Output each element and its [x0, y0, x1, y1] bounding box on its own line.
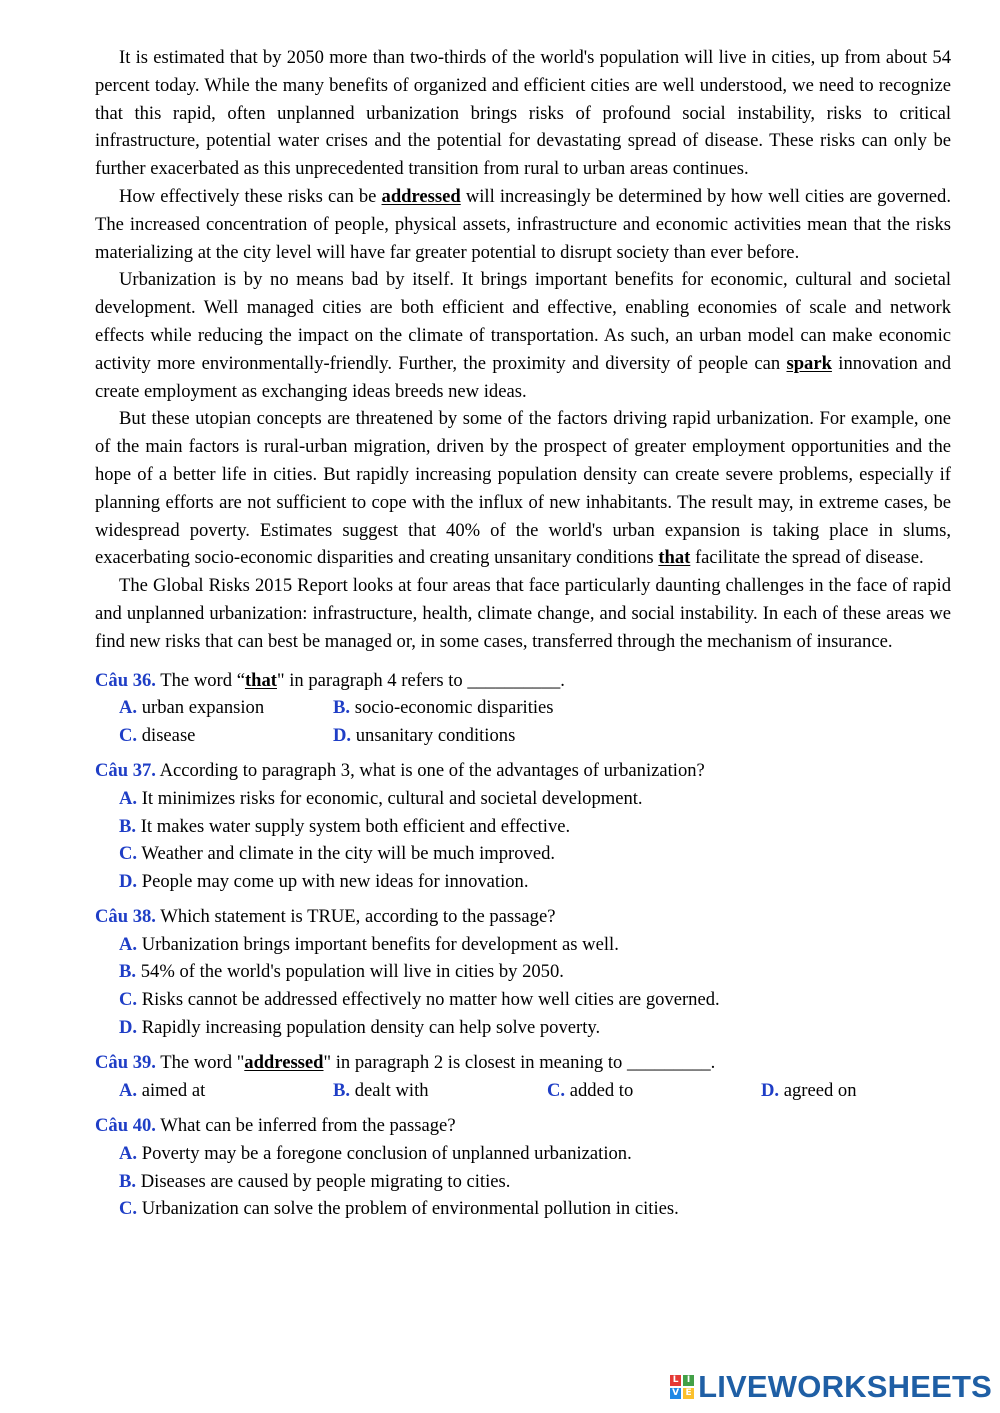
question-number: Câu 40.: [95, 1115, 156, 1137]
option-b[interactable]: B. It makes water supply system both efficient and effective.: [119, 815, 571, 837]
option-c[interactable]: C. Urbanization can solve the problem of environmental pollution in cities.: [119, 1198, 679, 1220]
logo-tile-l: L: [670, 1375, 681, 1386]
liveworksheets-wordmark: LIVEWORKSHEETS: [698, 1369, 992, 1404]
logo-tile-v: V: [670, 1388, 681, 1399]
keyword-that: that: [244, 669, 277, 691]
option-c[interactable]: C. disease: [119, 724, 196, 746]
passage-paragraph-5: The Global Risks 2015 Report looks at four areas that face particularly daunting challenges in the face of rapid and unplanned urbanization: infrastructure, health, climate change, and social instability. In each of these areas we find new risks that can best be managed or, in some cases, transferred through the mechanism of insurance.: [95, 575, 951, 652]
option-b[interactable]: B. Diseases are caused by people migrating to cities.: [119, 1170, 511, 1192]
passage-paragraph-1: It is estimated that by 2050 more than two-thirds of the world's population will live in cities, up from about 54 percent today. While the many benefits of organized and efficient cities are well understood, we need to recognize that this rapid, often unplanned urbanization brings risks of profound social instability, risks to critical infrastructure, potential water crises and the potential for devastating spread of disease. These risks can only be further exacerbated as this unprecedented transition from rural to urban areas continues.: [95, 47, 951, 180]
question-36: Câu 36. The word “that" in paragraph 4 refers to __________.: [95, 669, 565, 691]
option-a[interactable]: A. Urbanization brings important benefits for development as well.: [119, 933, 619, 955]
option-c[interactable]: C. added to: [547, 1079, 634, 1101]
option-a[interactable]: A. It minimizes risks for economic, cultural and societal development.: [119, 787, 643, 809]
option-d[interactable]: D. Rapidly increasing population density can help solve poverty.: [119, 1016, 601, 1038]
liveworksheets-logo-icon: [670, 1375, 694, 1399]
worksheet-page: [95, 44, 951, 1223]
question-40: Câu 40. What can be inferred from the passage?: [95, 1115, 456, 1137]
question-36-options: [95, 694, 951, 749]
option-a[interactable]: A. aimed at: [119, 1079, 206, 1101]
option-d[interactable]: D. unsanitary conditions: [333, 724, 516, 746]
question-37-options: [95, 785, 951, 895]
passage-paragraph-4: But these utopian concepts are threatened by some of the factors driving rapid urbanization. For example, one of the main factors is rural-urban migration, driven by the prospect of greater employment opportunities and the hope of a better life in cities. But rapidly increasing population density can create severe problems, especially if planning efforts are not sufficient to cope with the influx of new inhabitants. The result may, in extreme cases, be widespread poverty. Estimates suggest that 40% of the world's urban expansion is taking place in slums, exacerbating socio-economic disparities and creating unsanitary conditions that facilitate the spread of disease.: [95, 408, 951, 569]
option-a[interactable]: A. Poverty may be a foregone conclusion of unplanned urbanization.: [119, 1143, 632, 1165]
question-38: Câu 38. Which statement is TRUE, according to the passage?: [95, 906, 556, 928]
keyword-spark: spark: [786, 352, 832, 374]
question-number: Câu 39.: [95, 1052, 156, 1074]
passage-paragraph-2: How effectively these risks can be addressed will increasingly be determined by how well cities are governed. The increased concentration of people, physical assets, infrastructure and economic activities mean that the risks materializing at the city level will have far greater potential to disrupt society than ever before.: [95, 185, 951, 263]
option-d[interactable]: D. People may come up with new ideas for innovation.: [119, 870, 529, 892]
passage-paragraph-3: Urbanization is by no means bad by itself. It brings important benefits for economic, cultural and societal development. Well managed cities are both efficient and effective, enabling economies of scale and network effects while reducing the impact on the climate of transportation. As such, an urban model can make economic activity more environmentally-friendly. Further, the proximity and diversity of people can spark innovation and create employment as exchanging ideas breeds new ideas.: [95, 269, 951, 402]
option-a[interactable]: A. urban expansion: [119, 697, 265, 719]
logo-tile-i: I: [683, 1375, 694, 1386]
question-37: Câu 37. According to paragraph 3, what is one of the advantages of urbanization?: [95, 760, 705, 782]
question-39: Câu 39. The word "addressed" in paragraph 2 is closest in meaning to _________.: [95, 1052, 716, 1074]
question-39-options: [95, 1077, 951, 1105]
question-40-options: [95, 1140, 951, 1223]
question-number: Câu 37.: [95, 760, 156, 782]
option-c[interactable]: C. Risks cannot be addressed effectively no matter how well cities are governed.: [119, 989, 720, 1011]
keyword-addressed: addressed: [244, 1052, 324, 1074]
keyword-that: that: [658, 547, 691, 569]
question-number: Câu 36.: [95, 669, 156, 691]
option-d[interactable]: D. agreed on: [761, 1079, 857, 1101]
option-b[interactable]: B. 54% of the world's population will live in cities by 2050.: [119, 961, 564, 983]
question-38-options: [95, 931, 951, 1041]
question-number: Câu 38.: [95, 906, 156, 928]
keyword-addressed: addressed: [381, 185, 461, 207]
logo-tile-e: E: [683, 1388, 694, 1399]
option-c[interactable]: C. Weather and climate in the city will be much improved.: [119, 843, 556, 865]
liveworksheets-logo: [670, 1369, 992, 1405]
option-b[interactable]: B. dealt with: [333, 1079, 429, 1101]
option-b[interactable]: B. socio-economic disparities: [333, 697, 554, 719]
